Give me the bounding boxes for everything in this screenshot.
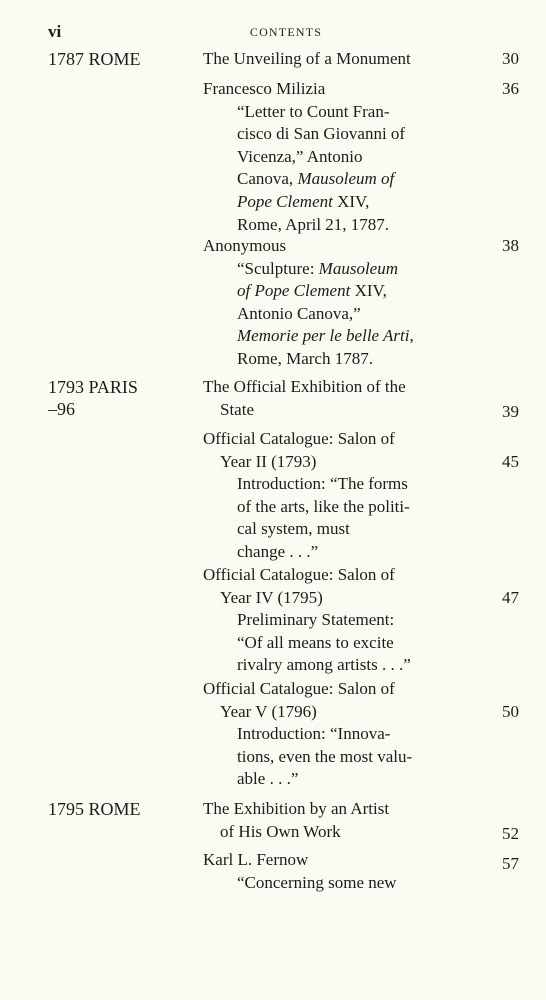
group-year: 1795 ROME [48, 799, 141, 819]
toc-entry [203, 376, 503, 421]
toc-entry [203, 678, 503, 791]
entry-line: Francesco Milizia [203, 79, 326, 98]
entry-line: of the arts, like the politi- [237, 496, 410, 516]
entry-line: The Official Exhibition of the [203, 377, 406, 396]
entry-page-number: 47 [502, 588, 519, 607]
entry-line: Preliminary Statement: [237, 610, 395, 630]
entry-line: Rome, March 1787. [237, 348, 373, 368]
entry-line: Year IV (1795) [220, 587, 323, 607]
page-number: vi [48, 22, 62, 41]
entry-line: Pope Clement XIV, [237, 191, 370, 211]
entry-page-number: 45 [502, 452, 519, 471]
toc-entry [203, 564, 503, 677]
entry-line: The Unveiling of a Monument [203, 49, 411, 68]
page-header [48, 22, 524, 42]
entry-line: Rome, April 21, 1787. [237, 214, 390, 234]
running-head: CONTENTS [249, 25, 323, 39]
entry-line: Memorie per le belle Arti, [237, 326, 414, 346]
entry-line: able . . .” [237, 769, 299, 789]
entry-line: Official Catalogue: Salon of [203, 565, 395, 584]
entry-line: Introduction: “Innova- [237, 724, 391, 744]
toc-entry [203, 235, 503, 371]
entry-page-number: 57 [502, 854, 519, 873]
entry-line: Year V (1796) [220, 701, 317, 721]
entry-line: “Concerning some new [237, 872, 397, 892]
entry-page-number: 38 [502, 236, 519, 255]
toc-entry [203, 849, 503, 894]
group-year: 1787 ROME [48, 49, 141, 69]
entry-line: cisco di San Giovanni of [237, 124, 406, 144]
entry-line: Antonio Canova,” [237, 303, 361, 323]
entry-line: cal system, must [237, 519, 350, 539]
entry-line: “Letter to Count Fran- [237, 101, 390, 121]
entry-page-number: 52 [502, 824, 519, 843]
entry-line: The Exhibition by an Artist [203, 799, 390, 818]
entry-line: State [220, 399, 254, 419]
entry-page-number: 50 [502, 702, 519, 721]
entry-line: Year II (1793) [220, 451, 317, 471]
toc-entry [203, 48, 503, 71]
entry-line: of His Own Work [220, 821, 341, 841]
entry-line: Introduction: “The forms [237, 474, 408, 494]
entry-page-number: 30 [502, 49, 519, 68]
entry-line: “Of all means to excite [237, 632, 394, 652]
entry-line: Anonymous [203, 236, 287, 255]
entry-line: “Sculpture: Mausoleum [237, 258, 398, 278]
entry-line: Official Catalogue: Salon of [203, 679, 395, 698]
entry-line: Canova, Mausoleum of [237, 169, 395, 189]
toc-entry [203, 798, 503, 843]
entry-page-number: 39 [502, 402, 519, 421]
entry-line: Vicenza,” Antonio [237, 146, 363, 166]
entry-line: tions, even the most valu- [237, 746, 413, 766]
entry-line: rivalry among artists . . .” [237, 655, 411, 675]
toc-entry [203, 78, 503, 236]
entry-line: change . . .” [237, 541, 319, 561]
entry-line: Karl L. Fernow [203, 850, 309, 869]
group-year: 1793 PARIS –96 [48, 377, 138, 419]
entry-page-number: 36 [502, 79, 519, 98]
toc-entry [203, 428, 503, 564]
entry-line: Official Catalogue: Salon of [203, 429, 395, 448]
entry-line: of Pope Clement XIV, [237, 281, 387, 301]
